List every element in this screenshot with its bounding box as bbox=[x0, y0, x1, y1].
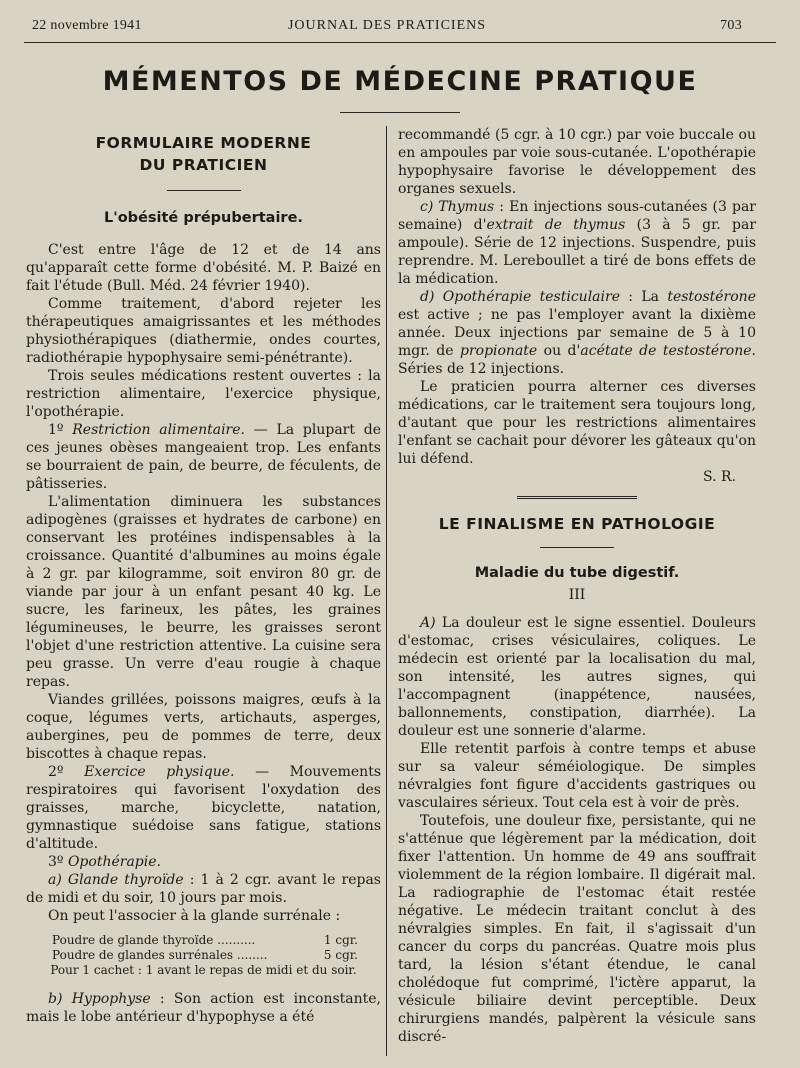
item-label: d) bbox=[420, 289, 435, 305]
paragraph bbox=[26, 421, 381, 493]
formula-line bbox=[26, 933, 381, 948]
paragraph: Toutefois, une douleur fixe, persistante, qui ne s'atténue que légèrement par la médication, doit fixer l'attention. Un homme de 49 ans souffrait violemment de la région lombaire. Il digérait mal. La radiographie de l'estomac était restée négative. Le médecin traitant conclut à des névralgies simples. En fait, il s'agissait d'un cancer du corps du pancréas. Quatre mois plus tard, la lésion s'étant étendue, le canal cholédoque fut comprimé, l'ictère apparut, la vésicule biliaire devint perceptible. Deux chirurgiens mandés, palpèrent la vésicule sans discré- bbox=[398, 813, 756, 1045]
item-text: : Son action est inconstante, mais le lobe antérieur d'hypophyse a été bbox=[26, 991, 381, 1025]
item-text: — Mouvements respiratoires qui favorisent l'oxydation des graisses, marche, bicyclette, natation, gymnastique suédoise sans fatigue, stations d'altitude. bbox=[26, 764, 382, 852]
author-signature: S. R. bbox=[703, 469, 736, 485]
paragraph: recommandé (5 cgr. à 10 cgr.) par voie buccale ou en ampoules par voie sous-cutanée. L'opothérapie hypophysaire favorise le développement des organes sexuels. bbox=[398, 127, 756, 197]
item-number: 2º bbox=[48, 764, 64, 780]
item-label: b) bbox=[48, 991, 63, 1007]
item-emphasis: acétate de testostérone bbox=[580, 343, 752, 359]
paragraph: Le praticien pourra alterner ces diverses médications, car le traitement sera toujours long, d'autant que pour les restrictions alimentaires l'enfant se cachait pour dévorer les gâteaux qu'on lui défend. bbox=[398, 379, 756, 467]
item-emphasis: propionate bbox=[459, 343, 538, 359]
formula-line bbox=[26, 948, 381, 963]
formula-ingredient: Poudre de glandes surrénales ........ bbox=[52, 948, 268, 962]
section-title-line-2: DU PRATICIEN bbox=[139, 156, 268, 174]
item-text: est active ; ne pas l'employer avant la dixième année. Deux injections par semaine de 5 à 10 mgr. de bbox=[398, 307, 756, 359]
formula-note: Pour 1 cachet : 1 avant le repas de midi et du soir. bbox=[50, 963, 357, 977]
section-title-line-1: FORMULAIRE MODERNE bbox=[95, 134, 312, 152]
item-text: . Séries de 12 injections. bbox=[398, 343, 756, 377]
title-rule bbox=[340, 112, 460, 113]
item-text: ou d' bbox=[537, 343, 581, 359]
item-title: Hypophyse bbox=[71, 991, 151, 1007]
right-column bbox=[398, 126, 756, 1046]
section-title-formulaire bbox=[26, 132, 381, 176]
section-title-finalisme: LE FINALISME EN PATHOLOGIE bbox=[438, 515, 716, 533]
formula-ingredient: Poudre de glande thyroïde .......... bbox=[52, 933, 256, 947]
column-divider bbox=[386, 126, 387, 1056]
paragraph bbox=[26, 990, 381, 1026]
paragraph: Viandes grillées, poissons maigres, œufs à la coque, légumes verts, artichauts, asperges, aubergines, peu de pommes de terre, deux biscottes à chaque repas. bbox=[26, 692, 381, 762]
formula-dose: 5 cgr. bbox=[323, 948, 358, 962]
item-title: Restriction alimentaire. bbox=[72, 422, 245, 438]
item-label: A) bbox=[420, 615, 436, 631]
formula-dose: 1 cgr. bbox=[323, 933, 358, 947]
article-subtitle-tube-digestif: Maladie du tube digestif. bbox=[474, 565, 680, 581]
item-text: : 1 à 2 cgr. avant le repas de midi et du soir, 10 jours par mois. bbox=[26, 872, 381, 906]
header-date: 22 novembre 1941 bbox=[32, 18, 142, 33]
paragraph: L'alimentation diminuera les substances adipogènes (graisses et hydrates de carbone) en conservant les protéines indispensables à la croissance. Quantité d'albumines au moins égale à 2 gr. par kilogramme, soit environ 80 gr. de viande par jour à un enfant pesant 40 kg. Le sucre, les farineux, les pâtes, les graines légumineuses, le beurre, les graisses seront l'objet d'une restriction attentive. La cuisine sera peu grasse. Un verre d'eau rougie à chaque repas. bbox=[26, 494, 381, 690]
header-journal-name: JOURNAL DES PRATICIENS bbox=[287, 18, 487, 33]
item-label: a) bbox=[48, 872, 62, 888]
page-title: MÉMENTOS DE MÉDECINE PRATIQUE bbox=[102, 66, 698, 97]
article-subtitle-obesite: L'obésité prépubertaire. bbox=[104, 210, 303, 226]
left-column bbox=[26, 126, 381, 1026]
running-head bbox=[32, 18, 742, 40]
paragraph bbox=[398, 288, 756, 378]
paragraph bbox=[26, 853, 381, 871]
item-title: Opothérapie. bbox=[67, 854, 161, 870]
paragraph bbox=[26, 871, 381, 907]
item-text: La douleur est le signe essentiel. Douleurs d'estomac, crises vésiculaires, coliques. Le médecin est orienté par la localisation du mal, son intensité, les autres signes, qui l'accompagnent (inappétence, nausées, ballonnements, constipation, diarrhée). La douleur est une sonnerie d'alarme. bbox=[398, 615, 756, 739]
item-number: 1º bbox=[48, 422, 64, 438]
item-text: — La plupart de ces jeunes obèses mangeaient trop. Les enfants se bourraient de pain, de beurre, de féculents, de pâtisseries. bbox=[26, 422, 381, 492]
item-label: c) bbox=[420, 199, 434, 215]
item-number: 3º bbox=[48, 854, 64, 870]
paragraph bbox=[26, 763, 381, 853]
paragraph: On peut l'associer à la glande surrénale : bbox=[48, 908, 341, 924]
part-number: III bbox=[568, 587, 586, 603]
item-text: : La bbox=[619, 289, 668, 305]
item-title: Thymus bbox=[438, 199, 495, 215]
item-title: Opothérapie testiculaire bbox=[442, 289, 620, 305]
paragraph: Comme traitement, d'abord rejeter les thérapeutiques amaigrissantes et les méthodes physiothérapiques (diathermie, ondes courtes, radiothérapie hypophysaire semi-pénétrante). bbox=[26, 296, 381, 366]
item-title: Exercice physique. bbox=[84, 764, 235, 780]
item-emphasis: extrait de thymus bbox=[486, 217, 626, 233]
item-title: Glande thyroïde bbox=[67, 872, 184, 888]
header-rule bbox=[24, 42, 776, 43]
paragraph: Trois seules médications restent ouvertes : la restriction alimentaire, l'exercice physique, l'opothérapie. bbox=[26, 368, 381, 420]
paragraph bbox=[398, 614, 756, 740]
item-text: (3 à 5 gr. par ampoule). Série de 12 injections. Suspendre, puis reprendre. M. Lereboullet a tiré de bons effets de la médication. bbox=[398, 217, 757, 287]
item-text: : En injections sous-cutanées (3 par semaine) d' bbox=[398, 199, 756, 233]
header-page-number: 703 bbox=[720, 18, 742, 33]
paragraph: Elle retentit parfois à contre temps et abuse sur sa valeur séméiologique. De simples névralgies font figure d'accidents gastriques ou vasculaires sérieux. Tout cela est à voir de près. bbox=[398, 741, 756, 811]
paragraph bbox=[398, 198, 756, 288]
item-emphasis: testostérone bbox=[667, 289, 756, 305]
paragraph: C'est entre l'âge de 12 et de 14 ans qu'apparaît cette forme d'obésité. M. P. Baizé en fait l'étude (Bull. Méd. 24 février 1940). bbox=[26, 242, 381, 294]
